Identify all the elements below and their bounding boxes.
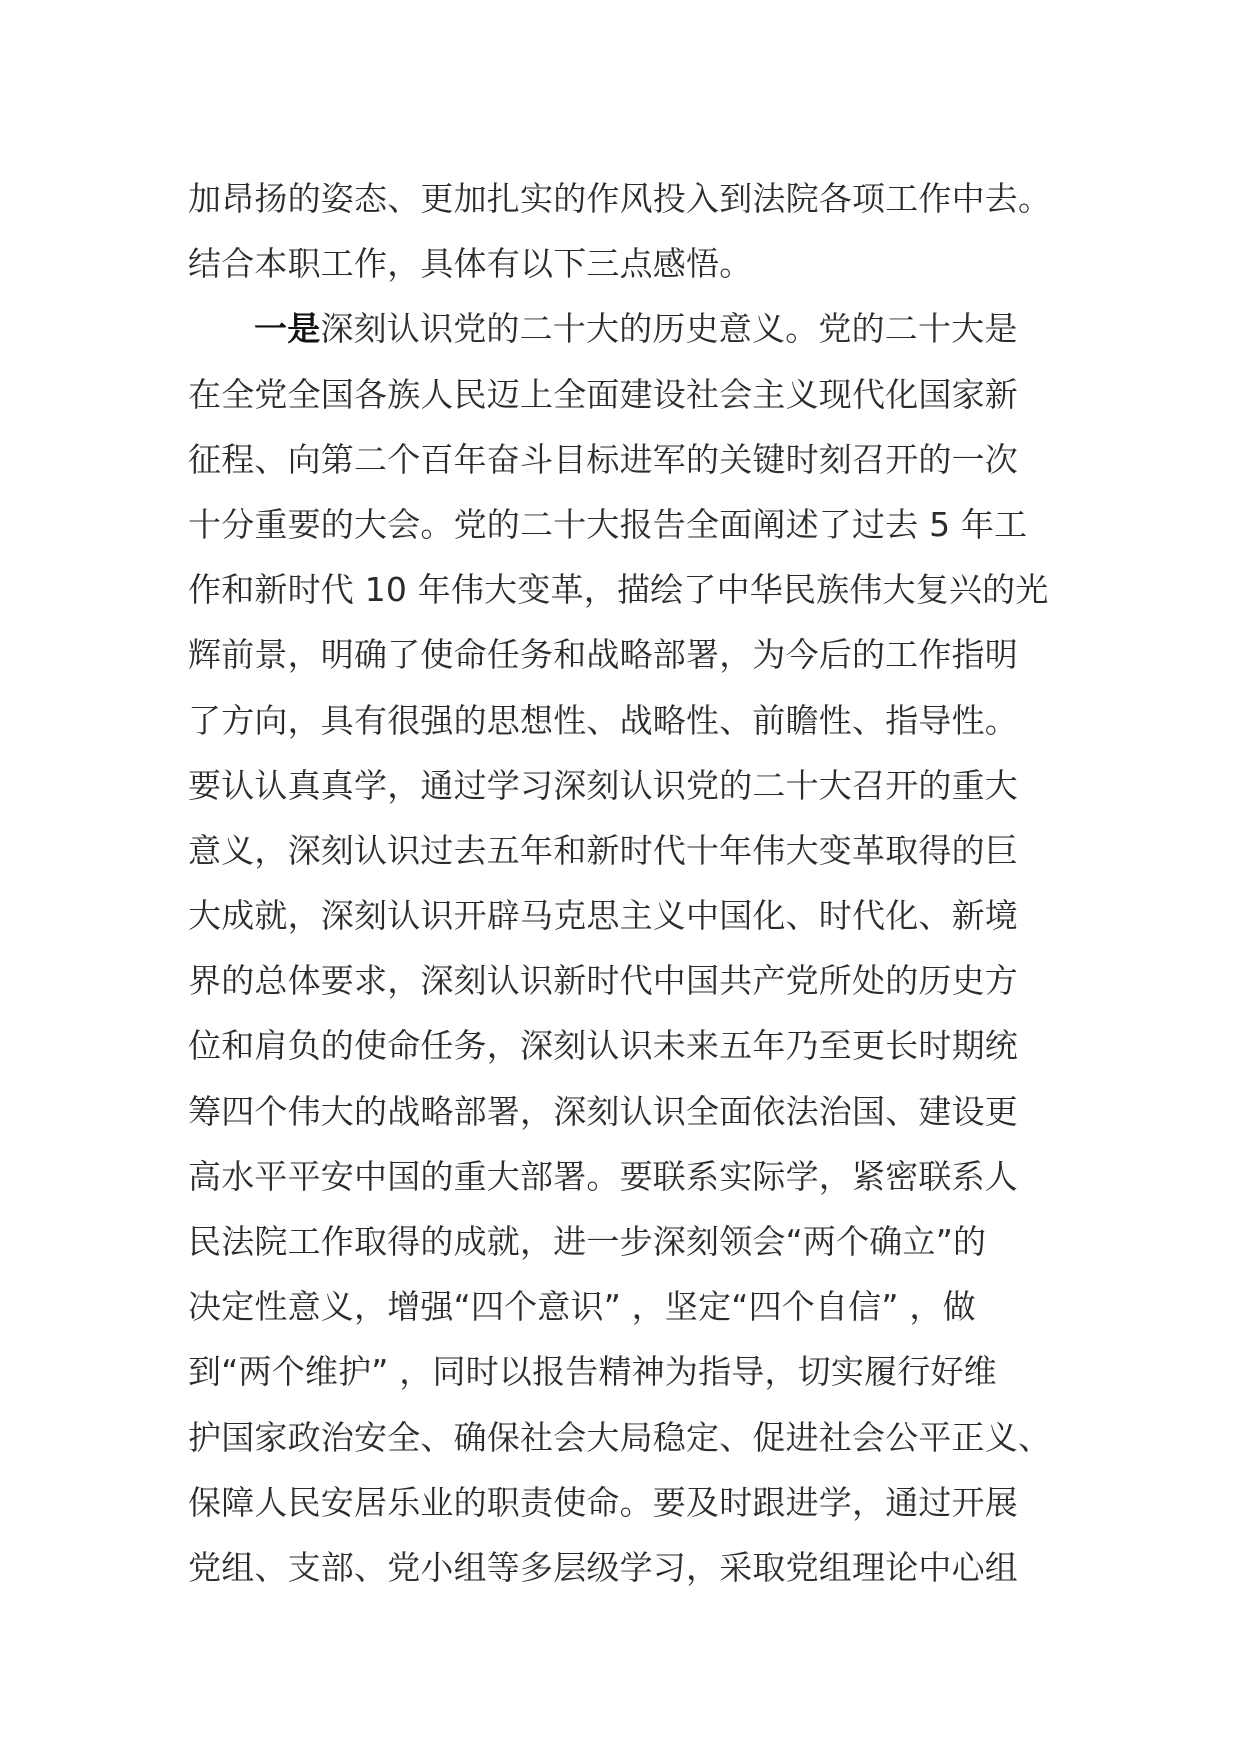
- point-one-lead: 一是: [254, 309, 321, 349]
- text-line: 保障人民安居乐业的职责使命。要及时跟进学，通过开展: [188, 1482, 1018, 1522]
- text-line: 加昂扬的姿态、更加扎实的作风投入到法院各项工作中去。: [188, 179, 1052, 218]
- text-line: 意义，深刻认识过去五年和新时代十年伟大变革取得的巨: [188, 830, 1018, 870]
- point-one-heading: [188, 296, 1068, 361]
- text-line: 作和新时代 10 年伟大变革，描绘了中华民族伟大复兴的光: [188, 570, 1049, 610]
- text-line: 结合本职工作，具体有以下三点感悟。: [188, 244, 753, 284]
- text-line: 高水平平安中国的重大部署。要联系实际学，紧密联系人: [188, 1156, 1018, 1196]
- document-body: [188, 166, 1068, 1600]
- text-line: 民法院工作取得的成就，进一步深刻领会“两个确立”的: [188, 1222, 987, 1261]
- text-line: 党组、支部、党小组等多层级学习，采取党组理论中心组: [188, 1547, 1018, 1587]
- text-line: 界的总体要求，深刻认识新时代中国共产党所处的历史方: [188, 961, 1018, 1001]
- text-line: 到“两个维护” ，同时以报告精神为指导，切实履行好维: [188, 1352, 997, 1392]
- text-line: 筹四个伟大的战略部署，深刻认识全面依法治国、建设更: [188, 1091, 1018, 1131]
- text-line: 位和肩负的使命任务，深刻认识未来五年乃至更长时期统: [188, 1026, 1018, 1066]
- text-line: 十分重要的大会。党的二十大报告全面阐述了过去 5 年工: [188, 504, 1028, 544]
- text-line: 征程、向第二个百年奋斗目标进军的关键时刻召开的一次: [188, 439, 1018, 479]
- point-one-text: 深刻认识党的二十大的历史意义。党的二十大是: [320, 309, 1018, 349]
- text-line: 决定性意义，增强“四个意识” ，坚定“四个自信” ，做: [188, 1287, 976, 1327]
- text-line: 辉前景，明确了使命任务和战略部署，为今后的工作指明: [188, 635, 1018, 675]
- text-line: 在全党全国各族人民迈上全面建设社会主义现代化国家新: [188, 374, 1018, 414]
- text-line: 大成就，深刻认识开辟马克思主义中国化、时代化、新境: [188, 896, 1018, 936]
- text-line: 护国家政治安全、确保社会大局稳定、促进社会公平正义、: [188, 1417, 1052, 1457]
- text-line: 要认认真真学，通过学习深刻认识党的二十大召开的重大: [188, 765, 1018, 805]
- text-line: 了方向，具有很强的思想性、战略性、前瞻性、指导性。: [188, 700, 1018, 740]
